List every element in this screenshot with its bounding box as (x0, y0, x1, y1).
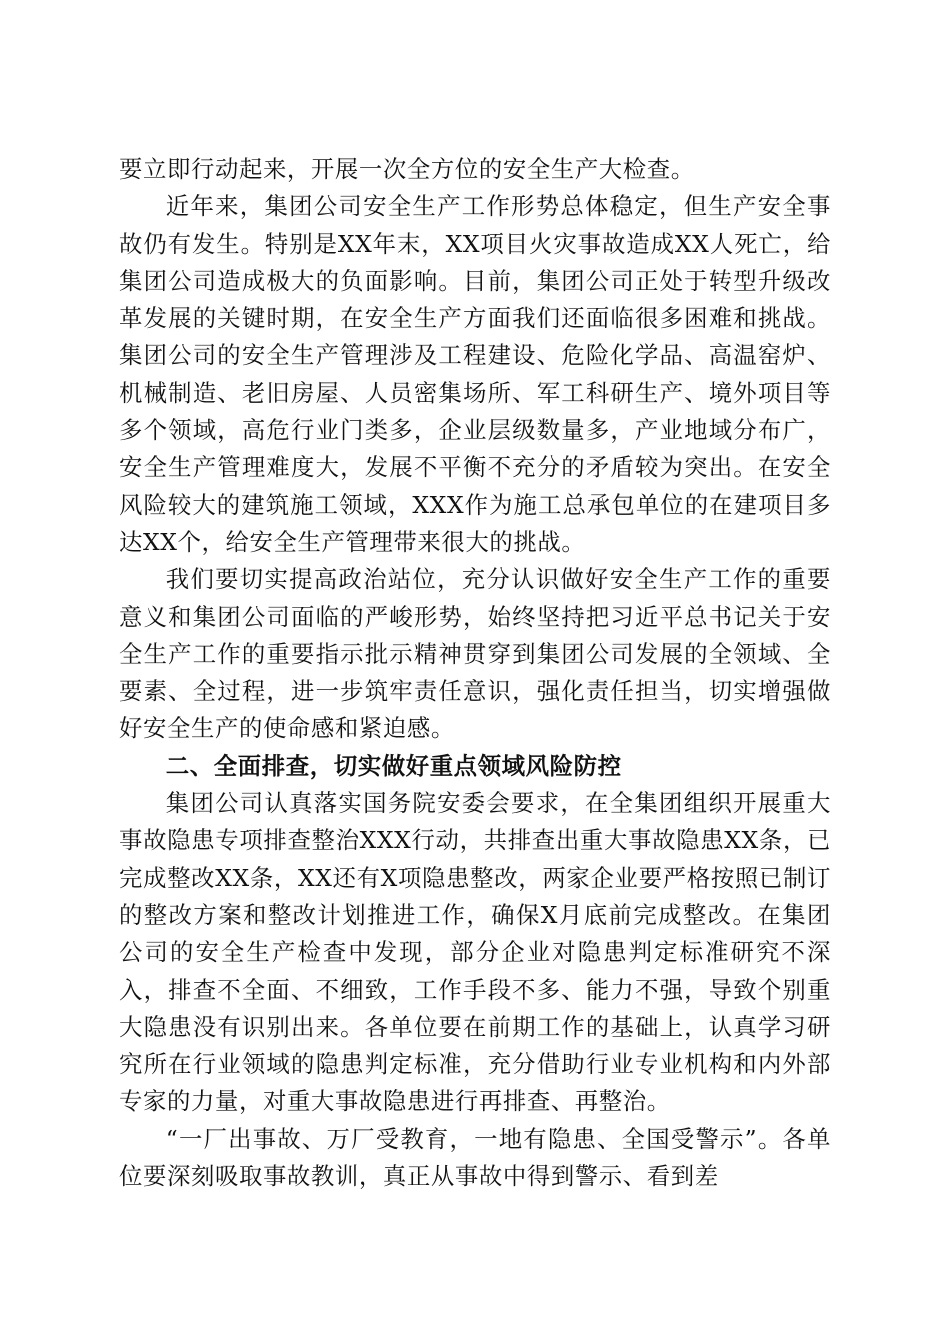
section-heading-two: 二、全面排查，切实做好重点领域风险防控 (165, 751, 622, 780)
paragraph-continuation: 要立即行动起来，开展一次全方位的安全生产大检查。 (119, 155, 695, 183)
paragraph-safety-situation: 近年来，集团公司安全生产工作形势总体稳定，但生产安全事故仍有发生。特别是XX年末，XX项目火灾事故造成XX人死亡，给集团公司造成极大的负面影响。目前，集团公司正处于转型升级改革发展的关键时期，在安全生产方面我们还面临很多困难和挑战。集团公司的安全生产管理涉及工程建设、危险化学品、高温窑炉、机械制造、老旧房屋、人员密集场所、军工科研生产、境外项目等多个领域，高危行业门类多，企业层级数量多，产业地域分布广，安全生产管理难度大，发展不平衡不充分的矛盾较为突出。在安全风险较大的建筑施工领域，XXX作为施工总承包单位的在建项目多达XX个，给安全生产管理带来很大的挑战。 (119, 192, 831, 556)
document-body (119, 151, 831, 1195)
paragraph-warning-quote: “一厂出事故、万厂受教育，一地有隐患、全国受警示”。各单位要深刻吸取事故教训，真正从事故中得到警示、看到差 (119, 1124, 831, 1191)
paragraph-hazard-investigation: 集团公司认真落实国务院安委会要求，在全集团组织开展重大事故隐患专项排查整治XXX行动，共排查出重大事故隐患XX条，已完成整改XX条，XX还有X项隐患整改，两家企业要严格按照已制订的整改方案和整改计划推进工作，确保X月底前完成整改。在集团公司的安全生产检查中发现，部分企业对隐患判定标准研究不深入，排查不全面、不细致，工作手段不多、能力不强，导致个别重大隐患没有识别出来。各单位要在前期工作的基础上，认真学习研究所在行业领域的隐患判定标准，充分借助行业专业机构和内外部专家的力量，对重大事故隐患进行再排查、再整治。 (119, 789, 831, 1116)
paragraph-political-stance: 我们要切实提高政治站位，充分认识做好安全生产工作的重要意义和集团公司面临的严峻形势，始终坚持把习近平总书记关于安全生产工作的重要指示批示精神贯穿到集团公司发展的全领域、全要素、全过程，进一步筑牢责任意识，强化责任担当，切实增强做好安全生产的使命感和紧迫感。 (119, 565, 831, 743)
